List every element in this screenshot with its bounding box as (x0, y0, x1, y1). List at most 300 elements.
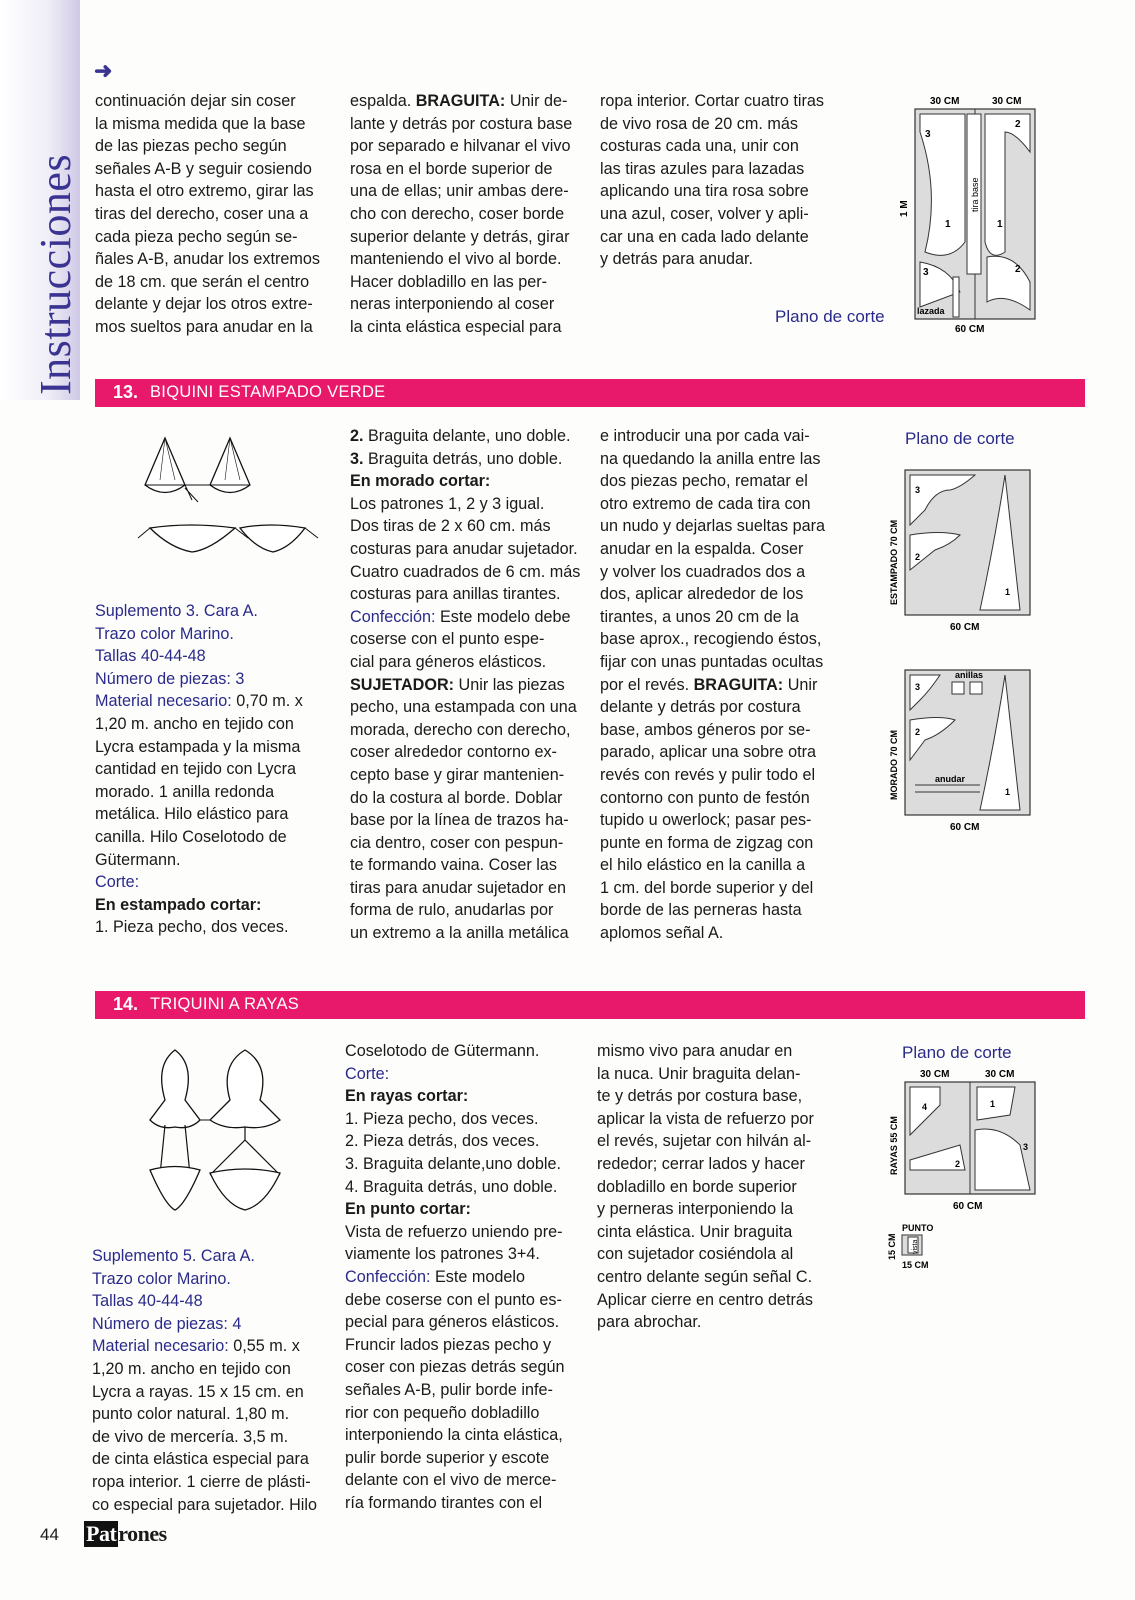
text-line (600, 832, 832, 855)
plano-label-top: Plano de corte (775, 307, 885, 326)
text-line (350, 606, 582, 629)
text-line (600, 787, 832, 810)
text-run: una de ellas; unir ambas dere- (350, 182, 569, 201)
text-line: ropa interior. Cortar cuatro tiras (600, 92, 825, 110)
text-line (600, 538, 832, 561)
text-run: y perneras interponiendo la (597, 1200, 794, 1219)
text-line (597, 1130, 829, 1153)
text-run: Lycra a rayas. 15 x 15 cm. en (92, 1382, 304, 1401)
text-run: delante con el vivo de merce- (345, 1471, 557, 1490)
punto-label: PUNTO (902, 1223, 934, 1233)
text-line (350, 316, 582, 339)
section-14-title: TRIQUINI A RAYAS (150, 995, 300, 1013)
text-line (345, 1311, 577, 1334)
text-run: Corte: (345, 1064, 390, 1083)
text-line: car una en cada lado delante (600, 227, 809, 246)
text-run: forma de rulo, anudarlas por (350, 901, 554, 920)
top-column-3 (600, 90, 832, 271)
text-line (92, 1426, 320, 1449)
text-run: superior delante y detrás, girar (350, 227, 570, 246)
text-line: hasta el otro extremo, girar las (95, 182, 314, 201)
text-line (92, 1313, 320, 1336)
text-line (350, 741, 582, 764)
anillas-label: anillas (955, 670, 984, 680)
text-line (95, 916, 320, 939)
piece-2a: 2 (1015, 119, 1021, 130)
text-line (350, 448, 582, 471)
text-line (95, 803, 320, 826)
section-14-info (92, 1245, 320, 1516)
rayas-dim-top-right: 30 CM (985, 1069, 1015, 1080)
text-line (600, 628, 832, 651)
text-line (95, 871, 320, 894)
text-line (597, 1221, 829, 1244)
text-line (345, 1266, 577, 1289)
text-run: rior con pequeño dobladillo (345, 1403, 540, 1422)
text-run: 1. Pieza pecho, dos veces. (95, 918, 289, 937)
text-line (600, 515, 832, 538)
piece-1b: 1 (997, 219, 1003, 230)
text-line (597, 1040, 829, 1063)
text-run: punte en forma de zigzag con (600, 833, 814, 852)
text-line: continuación dejar sin coser (95, 92, 296, 110)
text-run: rosa en el borde superior de (350, 159, 553, 178)
text-run: Tallas 40-44-48 (95, 647, 206, 666)
logo-rest-part: rones (118, 1521, 167, 1546)
text-line (350, 90, 582, 113)
text-line (600, 561, 832, 584)
text-run: cepto base y girar mantenien- (350, 765, 565, 784)
text-run: SUJETADOR: (350, 675, 455, 694)
text-line (600, 809, 832, 832)
text-line (597, 1289, 829, 1312)
text-run: 1 cm. del borde superior y del (600, 878, 814, 897)
est-dim-side: ESTAMPADO 70 CM (889, 519, 899, 605)
text-run: te formando vaina. Coser las (350, 856, 557, 875)
text-run: contorno con punto de festón (600, 788, 810, 807)
continue-arrow-icon: ➜ (94, 58, 113, 83)
text-run: y volver los cuadrados dos a (600, 562, 806, 581)
text-line (345, 1198, 577, 1221)
text-line: costuras cada una, unir con (600, 137, 799, 156)
text-run: cinta elástica. Unir braguita (597, 1222, 793, 1241)
section-14-header (95, 991, 1085, 1019)
text-run: Unir de- (505, 92, 568, 110)
text-line (345, 1153, 577, 1176)
text-run: cia dentro, coser con pespun- (350, 833, 564, 852)
text-line (600, 899, 832, 922)
text-run: por el revés. (600, 675, 694, 694)
text-run: con sujetador cosiéndola al (597, 1245, 794, 1264)
text-run: costuras para anudar sujetador. (350, 539, 578, 558)
text-line (350, 583, 582, 606)
text-run: Confección: (345, 1267, 431, 1286)
text-run: de vivo de mercería. 3,5 m. (92, 1427, 289, 1446)
text-run: BRAGUITA: (415, 92, 506, 110)
text-run: canilla. Hilo Coselotodo de (95, 827, 287, 846)
est-piece-3: 3 (915, 485, 921, 495)
text-line (600, 741, 832, 764)
text-line (95, 894, 320, 917)
dim-side: 1 M (899, 200, 910, 217)
text-run: Suplemento 3. Cara A. (95, 602, 258, 620)
text-run: lante y detrás por costura base (350, 114, 573, 133)
text-line: y detrás para anudar. (600, 250, 753, 269)
text-run: espalda. (350, 92, 416, 110)
text-line (350, 787, 582, 810)
text-run: Número de piezas: 3 (95, 669, 245, 688)
text-line: tiras del derecho, coser una a (95, 204, 309, 223)
text-run: pulir borde superior y escote (345, 1448, 550, 1467)
text-run: Braguita delante, uno doble. (363, 427, 571, 445)
text-line (350, 651, 582, 674)
piece-1a: 1 (945, 219, 951, 230)
text-run: interponiendo la cinta elástica, (345, 1426, 563, 1445)
text-run: pecial para géneros elásticos. (345, 1313, 560, 1332)
text-run: otro extremo de cada tira con (600, 494, 811, 513)
text-run: 1,20 m. ancho en tejido con (92, 1359, 291, 1378)
text-line (350, 809, 582, 832)
text-run: de cinta elástica especial para (92, 1450, 309, 1469)
text-line (345, 1289, 577, 1312)
text-run: 2. Pieza detrás, dos veces. (345, 1132, 540, 1151)
text-run: señales A-B, pulir borde infe- (345, 1380, 553, 1399)
text-line: de las piezas pecho según (95, 137, 287, 156)
text-run: costuras para anillas tirantes. (350, 585, 561, 604)
text-line (600, 696, 832, 719)
cutting-plan-top (895, 92, 1055, 347)
text-run: 1. Pieza pecho, dos veces. (345, 1109, 539, 1128)
text-run: Unir las piezas (454, 675, 565, 694)
text-run: cantidad en tejido con Lycra (95, 760, 296, 779)
text-run: En punto cortar: (345, 1200, 471, 1219)
text-line: señales A-B y seguir cosiendo (95, 159, 312, 178)
cutting-plan-morado (880, 660, 1050, 835)
text-line (350, 899, 582, 922)
text-run: metálica. Hilo elástico para (95, 805, 289, 824)
text-line: las tiras azules para lazadas (600, 159, 805, 178)
text-line (92, 1245, 320, 1268)
text-run: En morado cortar: (350, 472, 491, 491)
text-run: dobladillo en borde superior (597, 1177, 797, 1196)
text-line (92, 1358, 320, 1381)
rayas-dim-side: RAYAS 55 CM (889, 1116, 899, 1175)
text-run: Coselotodo de Gütermann. (345, 1042, 540, 1060)
section-13-column-3 (600, 425, 832, 945)
text-run: punto color natural. 1,80 m. (92, 1405, 290, 1424)
dim-bottom: 60 CM (955, 324, 985, 335)
text-run: un nudo y dejarlas sueltas para (600, 517, 825, 536)
text-line (600, 854, 832, 877)
text-line (350, 135, 582, 158)
text-line (92, 1471, 320, 1494)
section-14-number: 14. (113, 994, 139, 1014)
text-run: para abrochar. (597, 1313, 702, 1332)
text-run: e introducir una por cada vai- (600, 427, 810, 445)
text-line (597, 1085, 829, 1108)
text-line: una azul, coser, volver y apli- (600, 204, 809, 223)
text-line (345, 1243, 577, 1266)
text-run: 3. Braguita delante,uno doble. (345, 1154, 562, 1173)
text-run: 1,20 m. ancho en tejido con (95, 714, 294, 733)
text-line (345, 1085, 577, 1108)
dim-top-right: 30 CM (992, 96, 1022, 107)
text-line (350, 696, 582, 719)
text-run: anudar en la espalda. Coser (600, 539, 804, 558)
text-run: tiras para anudar sujetador en (350, 878, 566, 897)
text-run: Gütermann. (95, 850, 181, 869)
text-run: tupido u owerlock; pasar pes- (600, 811, 812, 830)
text-line (350, 561, 582, 584)
bikini-illustration (130, 430, 320, 570)
text-run: Lycra estampada y la misma (95, 737, 301, 756)
est-piece-1: 1 (1005, 587, 1011, 597)
text-run: pecho, una estampada con una (350, 698, 577, 717)
text-run: Este modelo (430, 1267, 525, 1286)
text-line (350, 832, 582, 855)
text-run: coser con piezas detrás según (345, 1358, 565, 1377)
text-line (350, 180, 582, 203)
text-run: Cuatro cuadrados de 6 cm. más (350, 562, 581, 581)
text-run: na quedando la anilla entre las (600, 449, 821, 468)
text-run: Este modelo debe (435, 607, 571, 626)
text-line (345, 1402, 577, 1425)
text-run: Tallas 40-44-48 (92, 1292, 203, 1311)
text-run: aplicar la vista de refuerzo por (597, 1109, 814, 1128)
text-line (345, 1221, 577, 1244)
text-line (345, 1492, 577, 1515)
text-run: la nuca. Unir braguita delan- (597, 1064, 801, 1083)
text-run: Material necesario: (95, 692, 232, 711)
text-line (350, 764, 582, 787)
text-run: Suplemento 5. Cara A. (92, 1247, 255, 1265)
text-line (345, 1108, 577, 1131)
text-line (92, 1268, 320, 1291)
text-line (597, 1266, 829, 1289)
rayas-piece-4: 4 (922, 1102, 928, 1112)
text-line (95, 758, 320, 781)
section-13-title: BIQUINI ESTAMPADO VERDE (150, 383, 386, 401)
anudar-label: anudar (935, 774, 966, 784)
text-line (600, 606, 832, 629)
vista-label: vista (912, 1239, 919, 1254)
text-line (350, 628, 582, 651)
text-line (345, 1469, 577, 1492)
text-line (345, 1176, 577, 1199)
text-run: la cinta elástica especial para (350, 317, 562, 336)
plano-label-14: Plano de corte (902, 1043, 1012, 1062)
triquini-illustration (140, 1045, 325, 1225)
section-13-info (95, 600, 320, 939)
text-run: neras interponiendo al coser (350, 295, 555, 314)
text-line (345, 1424, 577, 1447)
mor-dim-side: MORADO 70 CM (889, 729, 899, 800)
text-line (350, 922, 582, 945)
text-run: 2. (350, 427, 364, 445)
text-line (350, 271, 582, 294)
rayas-piece-3: 3 (1023, 1142, 1029, 1152)
text-run: Aplicar cierre en centro detrás (597, 1290, 813, 1309)
text-line (597, 1063, 829, 1086)
text-line (597, 1243, 829, 1266)
text-line (600, 448, 832, 471)
text-line (600, 764, 832, 787)
rayas-piece-2: 2 (955, 1159, 961, 1169)
plano-label-13: Plano de corte (905, 429, 1015, 448)
text-line (350, 158, 582, 181)
text-line (350, 248, 582, 271)
text-line (345, 1356, 577, 1379)
text-run: Hacer dobladillo en las per- (350, 272, 548, 291)
text-run: Material necesario: (92, 1337, 229, 1356)
punto-dim-side: 15 CM (887, 1233, 897, 1260)
text-line (92, 1403, 320, 1426)
text-run: Unir (783, 675, 818, 694)
text-run: base por la línea de trazos ha- (350, 811, 569, 830)
text-run: Trazo color Marino. (95, 624, 234, 643)
section-13-number: 13. (113, 382, 139, 402)
cutting-plan-punto (880, 1220, 960, 1280)
text-run: coserse con el punto espe- (350, 630, 545, 649)
text-line (350, 854, 582, 877)
text-run: coser alrededor contorno ex- (350, 743, 557, 762)
top-column-1 (95, 90, 327, 339)
text-run: Trazo color Marino. (92, 1269, 231, 1288)
text-line (92, 1335, 320, 1358)
text-line (350, 493, 582, 516)
text-run: Confección: (350, 607, 436, 626)
text-run: Corte: (95, 873, 140, 892)
text-run: rededor; cerrar lados y hacer (597, 1154, 805, 1173)
logo-boxed-part: Pat (86, 1521, 117, 1546)
text-run: dos piezas pecho, rematar el (600, 472, 808, 491)
text-line (600, 877, 832, 900)
text-run: 4. Braguita detrás, uno doble. (345, 1177, 558, 1196)
text-run: Vista de refuerzo uniendo pre- (345, 1222, 563, 1241)
mor-piece-1: 1 (1005, 787, 1011, 797)
text-line (600, 470, 832, 493)
text-run: por separado e hilvanar el vivo (350, 137, 571, 156)
text-line (92, 1290, 320, 1313)
text-run: viamente los patrones 3+4. (345, 1245, 540, 1264)
text-run: Los patrones 1, 2 y 3 igual. (350, 494, 545, 513)
text-line (95, 668, 320, 691)
piece-3b: 3 (923, 267, 929, 278)
text-line (350, 470, 582, 493)
text-line: aplicando una tira rosa sobre (600, 182, 809, 201)
text-run: ría formando tirantes con el (345, 1493, 543, 1512)
text-line: mos sueltos para anudar en la (95, 317, 313, 336)
text-line (95, 736, 320, 759)
rayas-piece-1: 1 (990, 1099, 996, 1109)
text-line (600, 651, 832, 674)
text-run: dos, aplicar alrededor de los (600, 585, 804, 604)
text-run: fijar con unas puntadas ocultas (600, 652, 824, 671)
text-run: el hilo elástico en la canilla a (600, 856, 806, 875)
text-run: En rayas cortar: (345, 1087, 469, 1106)
text-line (345, 1063, 577, 1086)
dim-top-left: 30 CM (930, 96, 960, 107)
section-13-column-2 (350, 425, 582, 945)
text-run: tirantes, a unos 20 cm de la (600, 607, 799, 626)
text-line (600, 719, 832, 742)
page-number: 44 (40, 1525, 59, 1544)
text-line (600, 493, 832, 516)
text-line (345, 1447, 577, 1470)
text-line (350, 113, 582, 136)
text-line (95, 690, 320, 713)
text-line (345, 1379, 577, 1402)
text-line (92, 1381, 320, 1404)
est-piece-2: 2 (915, 552, 921, 562)
text-line (95, 645, 320, 668)
text-run: morada, derecho con derecho, (350, 720, 571, 739)
text-run: te y detrás por costura base, (597, 1087, 803, 1106)
text-line: la misma medida que la base (95, 114, 306, 133)
text-line (95, 600, 320, 623)
top-column-2 (350, 90, 582, 339)
mor-piece-3: 3 (915, 682, 921, 692)
text-run: Fruncir lados piezas pecho y (345, 1335, 552, 1354)
text-line (600, 425, 832, 448)
text-line: ñales A-B, anudar los extremos (95, 250, 320, 269)
text-line (350, 538, 582, 561)
text-line (350, 425, 582, 448)
text-line (597, 1176, 829, 1199)
magazine-logo (84, 1521, 167, 1547)
text-run: borde de las perneras hasta (600, 901, 802, 920)
piece-2b: 2 (1015, 264, 1021, 275)
rayas-dim-bottom: 60 CM (953, 1201, 983, 1212)
text-line (95, 826, 320, 849)
text-run: Número de piezas: 4 (92, 1314, 242, 1333)
text-line (597, 1198, 829, 1221)
section-vertical-title: Instrucciones (31, 153, 80, 395)
text-line: de vivo rosa de 20 cm. más (600, 114, 798, 133)
text-line (345, 1130, 577, 1153)
text-line (345, 1040, 577, 1063)
text-run: ropa interior. 1 cierre de plásti- (92, 1472, 311, 1491)
text-line (345, 1334, 577, 1357)
text-line (600, 674, 832, 697)
text-run: base aprox., recogiendo éstos, (600, 630, 822, 649)
text-line (350, 674, 582, 697)
text-run: 3. (350, 449, 364, 468)
text-run: morado. 1 anilla redonda (95, 782, 275, 801)
text-line: cada pieza pecho según se- (95, 227, 298, 246)
text-run: BRAGUITA: (693, 675, 784, 694)
text-line (95, 623, 320, 646)
text-line (350, 203, 582, 226)
text-line (597, 1153, 829, 1176)
text-line: delante y dejar los otros extre- (95, 295, 313, 314)
text-run: aplomos señal A. (600, 924, 724, 943)
lazada-label: lazada (917, 306, 945, 316)
text-line (95, 849, 320, 872)
text-line (95, 713, 320, 736)
text-run: Braguita detrás, uno doble. (363, 449, 563, 468)
text-line (350, 515, 582, 538)
section-13-header (95, 379, 1085, 407)
text-run: parado, aplicar una sobre otra (600, 743, 816, 762)
text-run: mismo vivo para anudar en (597, 1042, 793, 1060)
punto-dim-bottom: 15 CM (902, 1260, 929, 1270)
text-run: 0,70 m. x (231, 692, 303, 711)
text-run: el revés, sujetar con hilván al- (597, 1132, 812, 1151)
text-run: co especial para sujetador. Hilo (92, 1495, 317, 1514)
text-run: delante y detrás por costura (600, 698, 801, 717)
text-run: 0,55 m. x (228, 1337, 300, 1356)
